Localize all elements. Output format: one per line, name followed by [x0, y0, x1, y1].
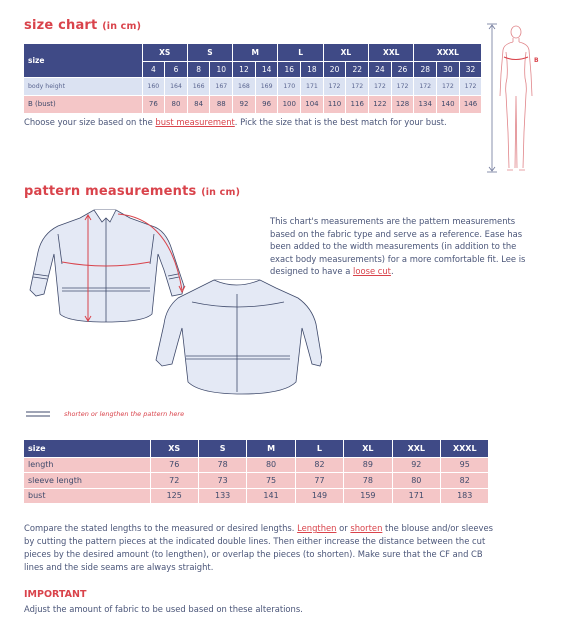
cell: 122 — [369, 95, 392, 113]
cell: 141 — [247, 488, 295, 504]
cell: 167 — [210, 77, 233, 95]
cell: 172 — [323, 77, 346, 95]
cell: 84 — [187, 95, 210, 113]
size-group-m: M — [233, 44, 278, 61]
cell: 170 — [278, 77, 301, 95]
cell: 172 — [459, 77, 482, 95]
row-label: length — [24, 457, 150, 473]
header-cell: S — [198, 440, 246, 457]
header-cell: XXXL — [441, 440, 489, 457]
cell: 78 — [344, 473, 392, 489]
cell: 168 — [233, 77, 256, 95]
compare-text: or — [336, 523, 351, 533]
pattern-measurements-table — [24, 440, 489, 504]
sub-size: 16 — [278, 61, 301, 77]
sub-size: 26 — [391, 61, 414, 77]
size-chart-title-text: size chart — [24, 18, 98, 33]
cell: 72 — [150, 473, 198, 489]
sub-size: 32 — [459, 61, 482, 77]
size-chart-unit: (in cm) — [102, 21, 142, 32]
size-group-xxl: XXL — [369, 44, 414, 61]
cell: 73 — [198, 473, 246, 489]
bust-row — [24, 488, 489, 504]
compare-instructions — [24, 522, 498, 574]
cell: 183 — [441, 488, 489, 504]
pattern-unit: (in cm) — [201, 187, 241, 198]
sub-size: 6 — [165, 61, 188, 77]
cell: 88 — [210, 95, 233, 113]
cell: 133 — [198, 488, 246, 504]
sub-size: 14 — [255, 61, 278, 77]
cell: 146 — [459, 95, 482, 113]
cell: 172 — [437, 77, 460, 95]
bust-row — [24, 95, 482, 113]
cell: 78 — [198, 457, 246, 473]
sleeve-length-row — [24, 473, 489, 489]
sub-size: 12 — [233, 61, 256, 77]
body-figure-illustration — [484, 22, 544, 174]
row-label: bust — [24, 488, 150, 504]
header-cell: M — [247, 440, 295, 457]
sub-size: 20 — [323, 61, 346, 77]
cell: 95 — [441, 457, 489, 473]
size-group-s: S — [187, 44, 232, 61]
cell: 76 — [142, 95, 165, 113]
cell: 80 — [247, 457, 295, 473]
header-cell: L — [295, 440, 343, 457]
note-text: Choose your size based on the — [24, 117, 156, 127]
cell: 159 — [344, 488, 392, 504]
compare-text: Compare the stated lengths to the measured or desired lengths. — [24, 523, 298, 533]
row-label: body height — [24, 77, 142, 95]
size-chart-title — [24, 18, 141, 33]
legend-text: shorten or lengthen the pattern here — [64, 410, 185, 418]
pattern-title-text: pattern measurements — [24, 184, 197, 199]
pattern-header-row — [24, 440, 489, 457]
important-heading: IMPORTANT — [24, 589, 87, 600]
cell: 140 — [437, 95, 460, 113]
header-cell: XXL — [392, 440, 440, 457]
cell: 172 — [369, 77, 392, 95]
cell: 166 — [187, 77, 210, 95]
cell: 134 — [414, 95, 437, 113]
cell: 75 — [247, 473, 295, 489]
header-cell: size — [24, 440, 150, 457]
cell: 89 — [344, 457, 392, 473]
size-group-xs: XS — [142, 44, 187, 61]
cell: 76 — [150, 457, 198, 473]
sub-size: 18 — [301, 61, 324, 77]
compare-text: the blouse and/or sleeves by cutting the pattern pieces at the indicated double lines. Then either increase the distance between the cut pieces by the desired amount (to lengthen), or overlap the pieces (to shorten). Make sure that the CF and CB lines and the side seams are always straight. — [24, 523, 493, 572]
double-line-legend-icon — [26, 410, 50, 418]
size-group-xl: XL — [323, 44, 368, 61]
cell: 160 — [142, 77, 165, 95]
header-cell: XS — [150, 440, 198, 457]
sub-size: 28 — [414, 61, 437, 77]
description-text: . — [390, 266, 394, 276]
sub-size: 4 — [142, 61, 165, 77]
size-group-row — [24, 44, 482, 61]
cell: 104 — [301, 95, 324, 113]
cell: 116 — [346, 95, 369, 113]
cell: 82 — [441, 473, 489, 489]
loose-cut-link[interactable]: loose cut — [353, 266, 391, 276]
pattern-description — [270, 215, 528, 278]
sub-size: 22 — [346, 61, 369, 77]
note-text: . Pick the size that is the best match for your bust. — [234, 117, 447, 127]
cell: 172 — [414, 77, 437, 95]
size-group-xxxl: XXXL — [414, 44, 482, 61]
size-group-l: L — [278, 44, 323, 61]
cell: 164 — [165, 77, 188, 95]
cell: 80 — [165, 95, 188, 113]
cell: 128 — [391, 95, 414, 113]
row-label: sleeve length — [24, 473, 150, 489]
cell: 149 — [295, 488, 343, 504]
cell: 169 — [255, 77, 278, 95]
important-text: Adjust the amount of fabric to be used based on these alterations. — [24, 604, 303, 614]
bust-measurement-link[interactable]: bust measurement — [155, 117, 235, 127]
row-label: B (bust) — [24, 95, 142, 113]
bust-marker: B — [534, 57, 539, 64]
sub-size: 24 — [369, 61, 392, 77]
sub-size: 8 — [187, 61, 210, 77]
shorten-link[interactable]: shorten — [350, 523, 383, 533]
cell: 172 — [391, 77, 414, 95]
cell: 125 — [150, 488, 198, 504]
cell: 80 — [392, 473, 440, 489]
sub-size: 30 — [437, 61, 460, 77]
cell: 92 — [392, 457, 440, 473]
cell: 77 — [295, 473, 343, 489]
body-height-row — [24, 77, 482, 95]
lengthen-link[interactable]: Lengthen — [297, 523, 337, 533]
header-cell: XL — [344, 440, 392, 457]
cell: 100 — [278, 95, 301, 113]
size-chart-table — [24, 44, 482, 114]
size-header-label: size — [24, 44, 142, 77]
cell: 92 — [233, 95, 256, 113]
cell: 171 — [392, 488, 440, 504]
cell: 171 — [301, 77, 324, 95]
cell: 110 — [323, 95, 346, 113]
length-row — [24, 457, 489, 473]
cell: 82 — [295, 457, 343, 473]
size-choice-note — [24, 116, 494, 129]
sub-size: 10 — [210, 61, 233, 77]
cell: 96 — [255, 95, 278, 113]
description-text: This chart's measurements are the pattern measurements based on the fabric type and serve as a reference. Ease has been added to the width measurements (in addition to the exact body measurements) for a more comfortable fit. Lee is designed to have a — [270, 216, 526, 276]
pattern-measurements-title — [24, 184, 240, 199]
cell: 172 — [346, 77, 369, 95]
